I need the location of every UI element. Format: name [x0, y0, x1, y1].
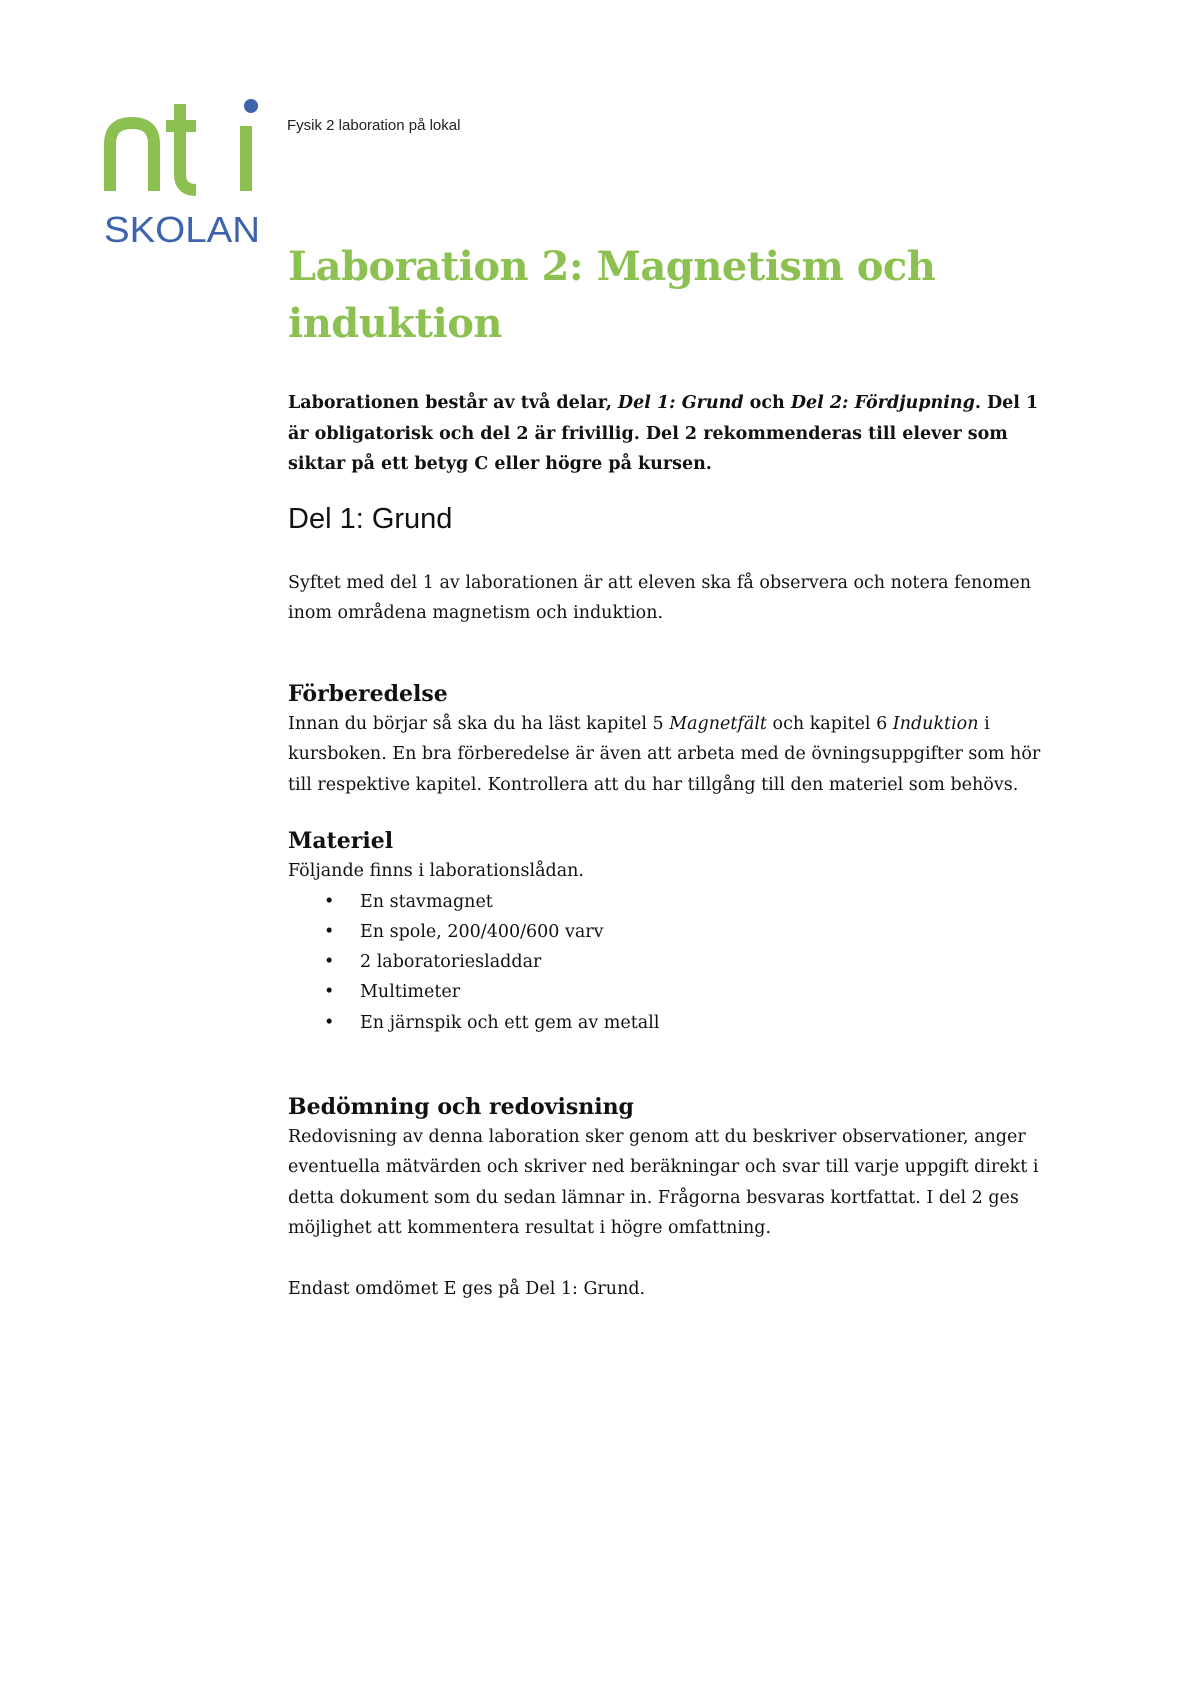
assessment-paragraph: Redovisning av denna laboration sker genom att du beskriver observationer, anger eventuella mätvärden och skriver ned beräkningar och svar till varje uppgift direkt i detta dokument som du sedan lämnar in. Frågorna besvaras kortfattat. I del 2 ges möjlighet att kommentera resultat i högre omfattning.	[288, 1126, 1039, 1239]
heading-assessment: Bedömning och redovisning	[288, 1093, 634, 1120]
list-item: • 2 laboratoriesladdar	[288, 947, 1048, 977]
final-note: Endast omdömet E ges på Del 1: Grund.	[288, 1278, 646, 1299]
nti-skolan-logo	[104, 96, 264, 246]
bullet-icon: •	[324, 982, 335, 1003]
material-list	[288, 887, 1048, 1038]
purpose-paragraph: Syftet med del 1 av laborationen är att eleven ska få observera och notera fenomen inom områdena magnetism och induktion.	[288, 572, 1032, 623]
section-heading-del1: Del 1: Grund	[288, 502, 453, 535]
list-item: • En spole, 200/400/600 varv	[288, 917, 1048, 947]
bullet-icon: •	[324, 952, 335, 973]
document-body	[288, 238, 1048, 1304]
list-item: • En järnspik och ett gem av metall	[288, 1008, 1048, 1038]
bullet-icon: •	[324, 891, 335, 912]
bullet-icon: •	[324, 921, 335, 942]
header-text: Fysik 2 laboration på lokal	[287, 117, 461, 134]
intro-paragraph: Laborationen består av två delar, Del 1: Grund och Del 2: Fördjupning. Del 1 är obligatorisk och del 2 är frivillig. Del 2 rekommenderas till elever som siktar på ett betyg C eller högre på kursen.	[288, 393, 1039, 474]
bullet-icon: •	[324, 1012, 335, 1033]
list-item: • En stavmagnet	[288, 887, 1048, 917]
preparation-paragraph: Innan du börjar så ska du ha läst kapitel 5 Magnetfält och kapitel 6 Induktion i kursboken. En bra förberedelse är även att arbeta med de övningsuppgifter som hör till respektive kapitel. Kontrollera att du har tillgång till den materiel som behövs.	[288, 713, 1041, 795]
heading-preparation: Förberedelse	[288, 680, 448, 707]
list-item: • Multimeter	[288, 977, 1048, 1007]
logo-subtext: SKOLAN	[104, 209, 260, 246]
page-title: Laboration 2: Magnetism och induktion	[288, 243, 936, 347]
heading-material: Materiel	[288, 828, 394, 854]
material-intro: Följande finns i laborationslådan.	[288, 861, 584, 881]
